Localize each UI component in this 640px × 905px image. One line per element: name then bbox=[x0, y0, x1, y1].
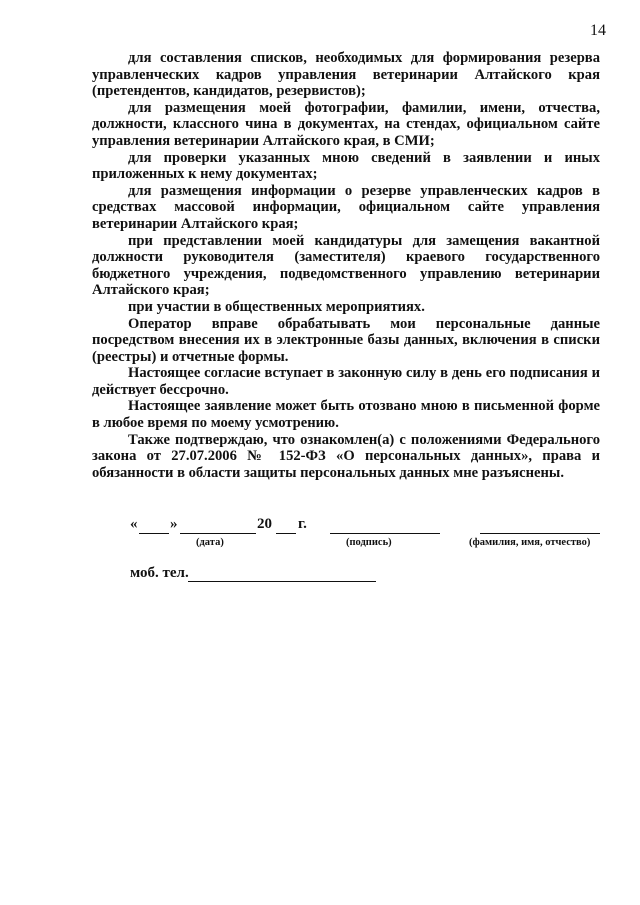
paragraph-acknowledgement: Также подтверждаю, что ознакомлен(а) с положениями Федерального закона от 27.07.2006 № 152-ФЗ «О персональных данных», права и обязанности в области защиты персональных данных мне разъяснены. bbox=[92, 431, 600, 481]
full-name-blank[interactable] bbox=[480, 516, 600, 534]
year-prefix: 20 bbox=[257, 516, 272, 532]
paragraph-validity: Настоящее согласие вступает в законную силу в день его подписания и действует бессрочно. bbox=[92, 365, 600, 398]
paragraph-operator-rights: Оператор вправе обрабатывать мои персональные данные посредством внесения их в электронные базы данных, включения в списки (реестры) и отчетные формы. bbox=[92, 315, 600, 365]
paragraph-purpose-verification: для проверки указанных мною сведений в заявлении и иных приложенных к нему документах; bbox=[92, 149, 600, 183]
month-blank[interactable] bbox=[180, 516, 256, 534]
signature-blank[interactable] bbox=[330, 516, 440, 534]
paragraph-purpose-events: при участии в общественных мероприятиях. bbox=[128, 298, 425, 315]
page-number: 14 bbox=[590, 22, 606, 39]
paragraph-purpose-lists: для составления списков, необходимых для формирования резерва управленческих кадров управления ветеринарии Алтайского края (претендентов, кандидатов, резервистов); bbox=[92, 50, 600, 100]
day-blank[interactable] bbox=[139, 516, 169, 534]
paragraph-purpose-photo: для размещения моей фотографии, фамилии, имени, отчества, должности, классного чина в документах, на стендах, официальном сайте управления ветеринарии Алтайского края, в СМИ; bbox=[92, 99, 600, 149]
signature-caption: (подпись) bbox=[346, 537, 392, 548]
signature-block bbox=[130, 516, 600, 556]
year-suffix: г. bbox=[298, 516, 307, 532]
date-open-quote: « bbox=[130, 516, 138, 532]
date-caption: (дата) bbox=[196, 537, 224, 548]
date-close-quote: » bbox=[170, 516, 178, 532]
consent-body bbox=[92, 50, 600, 481]
paragraph-revocation: Настоящее заявление может быть отозвано мною в письменной форме в любое время по моему усмотрению. bbox=[92, 398, 600, 432]
phone-label: моб. тел. bbox=[130, 565, 189, 581]
paragraph-purpose-media: для размещения информации о резерве управленческих кадров в средствах массовой информации, официальном сайте управления ветеринарии Алтайского края; bbox=[92, 182, 600, 232]
phone-blank[interactable] bbox=[188, 565, 376, 582]
full-name-caption: (фамилия, имя, отчество) bbox=[469, 537, 591, 548]
paragraph-purpose-candidacy: при представлении моей кандидатуры для замещения вакантной должности руководителя (заместителя) краевого государственного бюджетного учреждения, подведомственного управлению ветеринарии Алтайского края; bbox=[92, 232, 600, 299]
year-blank[interactable] bbox=[276, 516, 296, 534]
